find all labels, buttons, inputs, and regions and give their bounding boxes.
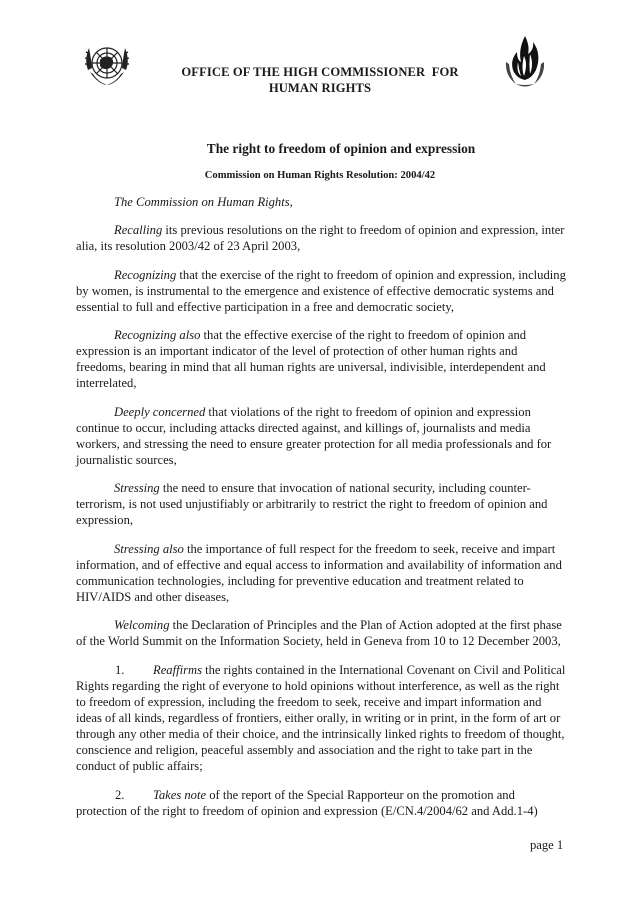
preamble-paragraph	[76, 541, 568, 605]
preamble-paragraph	[76, 480, 568, 528]
preamble-lead: Recognizing	[114, 267, 177, 282]
preamble-lead: Recognizing also	[114, 328, 201, 343]
operative-paragraph	[76, 787, 568, 819]
preamble-paragraph	[76, 222, 568, 254]
preamble-text: that the effective exercise of the right to freedom of opinion and expression is an important indicator of the level of protection of other human rights and freedoms, bearing in mind that all human rights are universal, indivisible, interdependent and interrelated,	[76, 328, 546, 391]
document-subtitle: Commission on Human Rights Resolution: 2004/42	[204, 170, 436, 181]
preamble-lead: Deeply concerned	[114, 404, 206, 419]
preamble-text: that violations of the right to freedom of opinion and expression continue to occur, including attacks directed against, and killings of, journalists and media workers, and stressing the need to ensure greater protection for all media professionals and for journalistic sources,	[76, 404, 552, 467]
office-heading-line-1: OFFICE OF THE HIGH COMMISSIONER FOR	[181, 65, 459, 79]
preamble-text: the Declaration of Principles and the Plan of Action adopted at the first phase of the World Summit on the Information Society, held in Geneva from 10 to 12 December 2003,	[76, 618, 562, 649]
preamble-paragraph	[76, 404, 568, 468]
operative-paragraph	[76, 662, 568, 775]
office-heading	[150, 64, 490, 96]
preamble-paragraph	[76, 327, 568, 391]
un-emblem-icon	[80, 38, 134, 92]
page-number: page 1	[530, 838, 564, 852]
operative-text: of the report of the Special Rapporteur on the promotion and protection of the right to freedom of opinion and expression (E/CN.4/2004/62 and Add.1-4)	[76, 787, 538, 818]
preamble-paragraph	[76, 267, 568, 315]
preamble-lead: Stressing also	[114, 541, 184, 556]
preamble-lead: Welcoming	[114, 618, 170, 633]
preamble-lead: Recalling	[114, 223, 163, 238]
operative-text: the rights contained in the International Covenant on Civil and Political Rights regarding the right of everyone to hold opinions without interference, as well as the right to freedom of expression, including the freedom to seek, receive and impart information and ideas of all kinds, regardless of frontiers, either orally, in writing or in print, in the form of art or through any other media of their choice, and the intrinsically linked rights to freedom of thought, conscience and religion, peaceful assembly and association and the right to take part in the conduct of public affairs;	[76, 662, 566, 774]
preamble-lead: Stressing	[114, 481, 160, 496]
preamble-text: its previous resolutions on the right to freedom of opinion and expression, inter alia, its resolution 2003/42 of 23 April 2003,	[76, 223, 565, 254]
document-title: The right to freedom of opinion and expression	[206, 141, 476, 156]
preamble-text: the importance of full respect for the freedom to seek, receive and impart information, and of effective and equal access to information and availability of information and communication technologies, including for preventive education and treatment related to HIV/AIDS and other diseases,	[76, 541, 562, 604]
ohchr-flame-icon	[500, 32, 550, 92]
opening-line: The Commission on Human Rights,	[114, 195, 293, 209]
preamble-text: the need to ensure that invocation of national security, including counter-terrorism, is not used unjustifiably or arbitrarily to restrict the right to freedom of opinion and expression,	[76, 481, 548, 528]
operative-lead: Reaffirms	[153, 662, 202, 677]
operative-number: 2.	[115, 787, 125, 802]
preamble-paragraph	[76, 617, 568, 649]
operative-lead: Takes note	[153, 787, 207, 802]
operative-number: 1.	[115, 662, 125, 677]
preamble-text: that the exercise of the right to freedom of opinion and expression, including by women, is instrumental to the emergence and existence of effective democratic systems and essential to full and effective participation in a free and democratic society,	[76, 267, 566, 314]
document-body	[76, 194, 568, 831]
office-heading-line-2: HUMAN RIGHTS	[268, 81, 372, 95]
